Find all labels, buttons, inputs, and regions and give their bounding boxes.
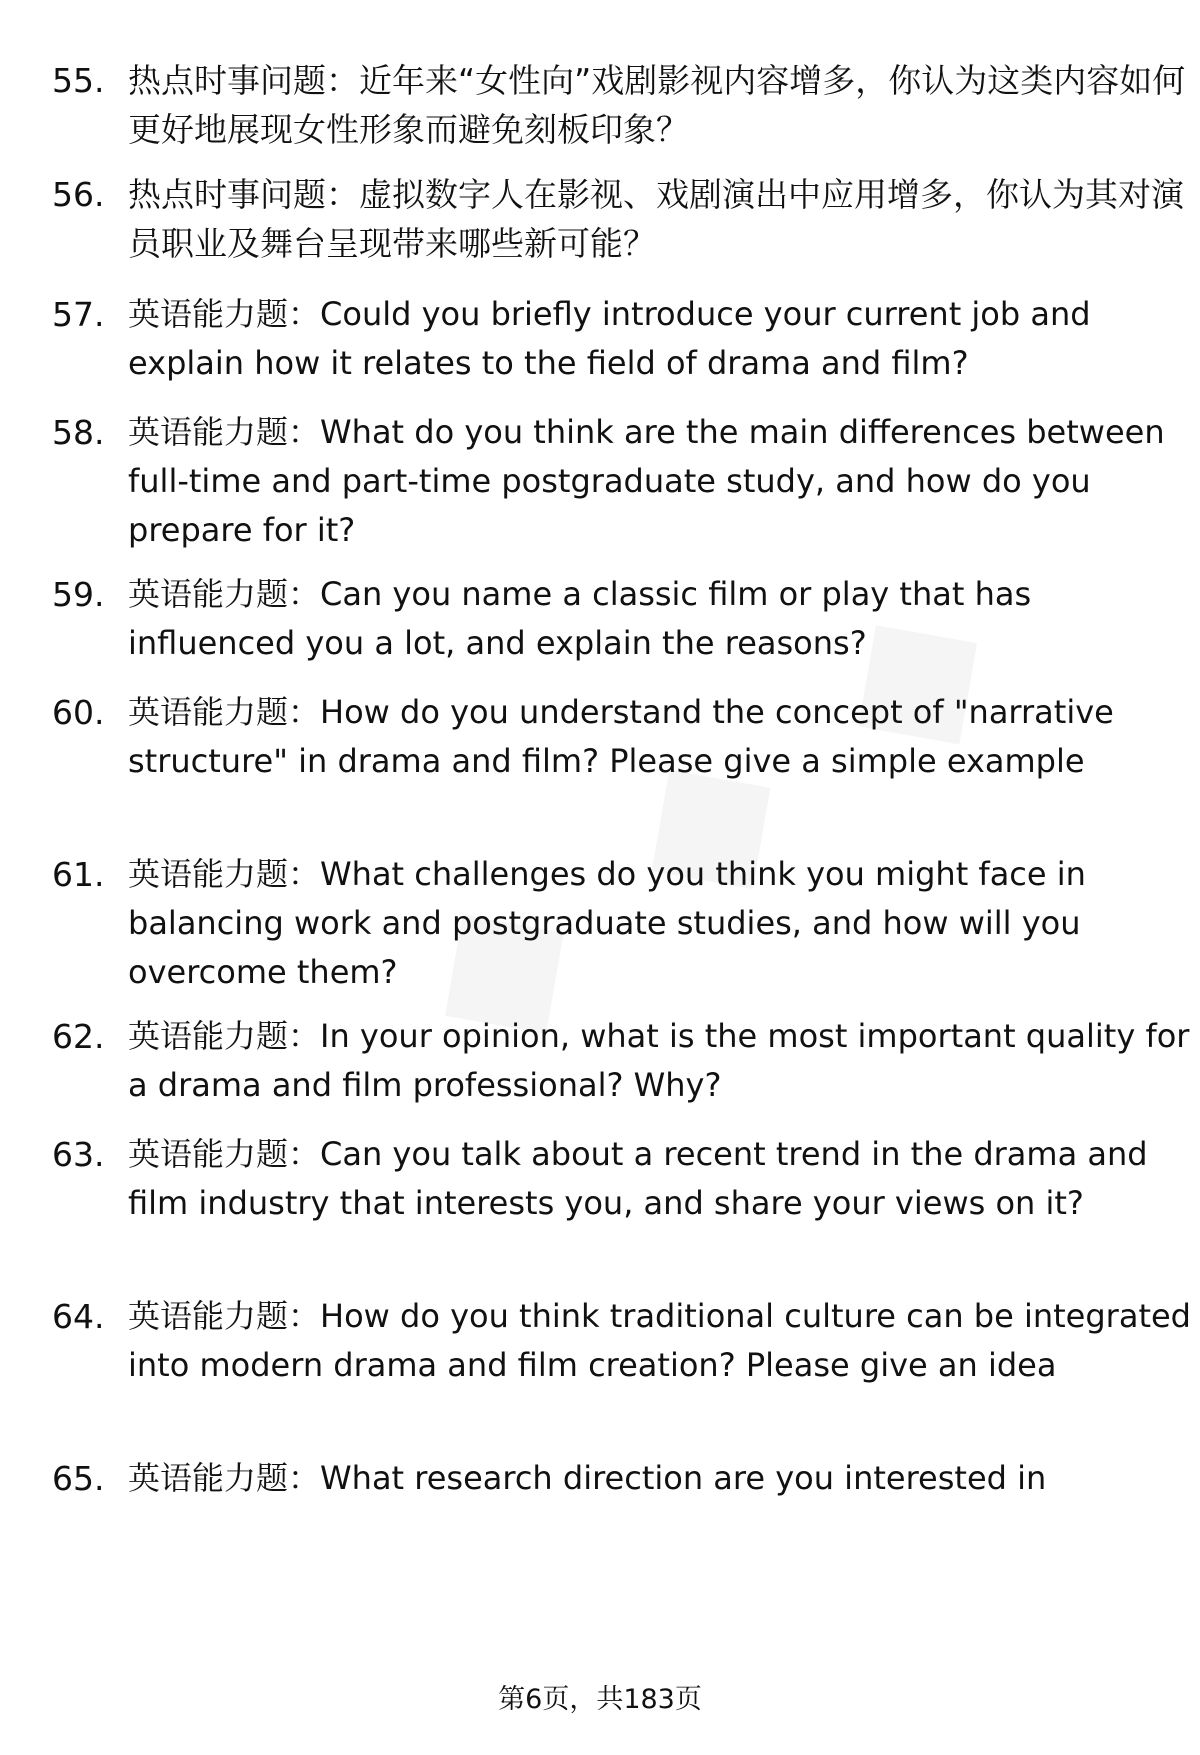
question-number: 61. xyxy=(52,855,105,894)
question-category: 英语能力题： xyxy=(128,1135,321,1173)
question-number: 55. xyxy=(52,61,105,100)
question-content: How do you think traditional culture can be integrated into modern drama and film creation? Please give an idea xyxy=(128,1297,1191,1384)
question-text xyxy=(128,1130,1200,1228)
question-text xyxy=(128,56,1200,154)
question-content: How do you understand the concept of "narrative structure" in drama and film? Please give a simple example xyxy=(128,693,1114,780)
question-content: 近年来“女性向”戏剧影视内容增多，你认为这类内容如何更好地展现女性形象而避免刻板印象？ xyxy=(128,61,1186,149)
question-content: What challenges do you think you might face in balancing work and postgraduate studies, and how will you overcome them? xyxy=(128,855,1086,991)
question-text xyxy=(128,408,1200,555)
question-text xyxy=(128,1454,1200,1503)
question-content: Can you name a classic film or play that has influenced you a lot, and explain the reasons? xyxy=(128,575,1032,662)
question-number: 65. xyxy=(52,1459,105,1498)
question-text xyxy=(128,570,1200,668)
question-category: 热点时事问题： xyxy=(128,175,359,214)
question-content: Could you briefly introduce your current job and explain how it relates to the field of drama and film? xyxy=(128,295,1091,382)
question-number: 59. xyxy=(52,575,105,614)
question-number: 64. xyxy=(52,1297,105,1336)
page-footer: 第6页，共183页 xyxy=(498,1684,702,1715)
question-category: 英语能力题： xyxy=(128,855,321,893)
question-content: Can you talk about a recent trend in the drama and film industry that interests you, and share your views on it? xyxy=(128,1135,1148,1222)
question-category: 英语能力题： xyxy=(128,693,321,731)
question-category: 英语能力题： xyxy=(128,1017,321,1055)
question-number: 62. xyxy=(52,1017,105,1056)
question-text xyxy=(128,170,1200,268)
question-number: 57. xyxy=(52,295,105,334)
question-content: What do you think are the main differences between full-time and part-time postgraduate study, and how do you prepare for it? xyxy=(128,413,1165,549)
question-number: 63. xyxy=(52,1135,105,1174)
question-category: 英语能力题： xyxy=(128,413,321,451)
question-content: 虚拟数字人在影视、戏剧演出中应用增多，你认为其对演员职业及舞台呈现带来哪些新可能？ xyxy=(128,175,1184,263)
question-category: 英语能力题： xyxy=(128,295,321,333)
question-number: 56. xyxy=(52,175,105,214)
question-number: 58. xyxy=(52,413,105,452)
question-text xyxy=(128,850,1200,997)
question-content: What research direction are you interested in xyxy=(320,1459,1047,1497)
question-category: 英语能力题： xyxy=(128,1459,321,1497)
question-number: 60. xyxy=(52,693,105,732)
question-text xyxy=(128,1012,1200,1110)
question-content: In your opinion, what is the most important quality for a drama and film professional? Why? xyxy=(128,1017,1190,1104)
question-text xyxy=(128,688,1200,786)
question-category: 热点时事问题： xyxy=(128,61,359,100)
question-category: 英语能力题： xyxy=(128,1297,321,1335)
question-text xyxy=(128,1292,1200,1390)
question-category: 英语能力题： xyxy=(128,575,321,613)
question-text xyxy=(128,290,1200,388)
